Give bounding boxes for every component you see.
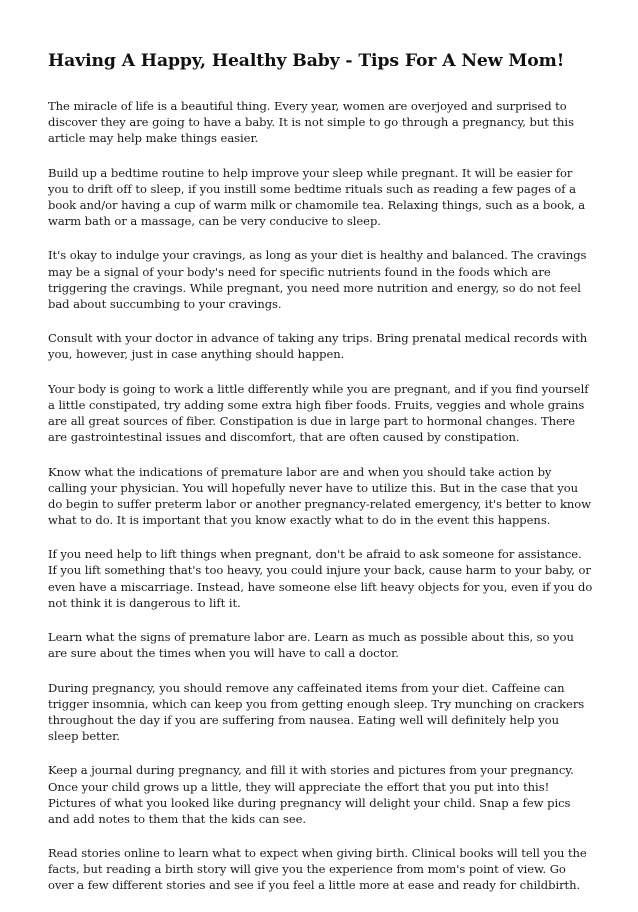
document-title: Having A Happy, Healthy Baby - Tips For A New Mom! — [48, 51, 565, 71]
paragraph-trips: Consult with your doctor in advance of taking any trips. Bring prenatal medical records with you, however, just in case anything should happen. — [48, 331, 588, 362]
paragraph-premature-labor-signs: Learn what the signs of premature labor are. Learn as much as possible about this, so you are sure about the times when you will have to call a doctor. — [48, 630, 574, 661]
document-page — [48, 50, 593, 912]
paragraph-journal: Keep a journal during pregnancy, and fill it with stories and pictures from your pregnancy. Once your child grows up a little, they will appreciate the effort that you put into this! Pictures of what you looked like during pregnancy will delight your child. Snap a few pics and add notes to them that the kids can see. — [48, 763, 574, 826]
paragraph-intro: The miracle of life is a beautiful thing. Every year, women are overjoyed and surprised to discover they are going to have a baby. It is not simple to go through a pregnancy, but this article may help make things easier. — [48, 99, 574, 146]
paragraph-cravings: It's okay to indulge your cravings, as long as your diet is healthy and balanced. The cravings may be a signal of your body's need for specific nutrients found in the foods which are triggering the cravings. While pregnant, you need more nutrition and energy, so do not feel bad about succumbing to your cravings. — [48, 248, 587, 311]
paragraph-bedtime-routine: Build up a bedtime routine to help improve your sleep while pregnant. It will be easier for you to drift off to sleep, if you instill some bedtime rituals such as reading a few pages of a book and/or having a cup of warm milk or chamomile tea. Relaxing things, such as a book, a warm bath or a massage, can be very conducive to sleep. — [48, 165, 586, 228]
paragraph-constipation: Your body is going to work a little differently while you are pregnant, and if you find yourself a little constipated, try adding some extra high fiber foods. Fruits, veggies and whole grains are all great sources of fiber. Constipation is due in large part to hormonal changes. There are gastrointestinal issues and discomfort, that are often caused by constipation. — [48, 381, 589, 445]
paragraph-lifting: If you need help to lift things when pregnant, don't be afraid to ask someone for assistance. If you lift something that's too heavy, you could injure your back, cause harm to your baby, or even have a miscarriage. Instead, have someone else lift heavy objects for you, even if you do not think it is dangerous to lift it. — [48, 547, 593, 610]
paragraph-birth-stories: Read stories online to learn what to expect when giving birth. Clinical books will tell you the facts, but reading a birth story will give you the experience from mom's point of view. Go over a few different stories and see if you feel a little more at ease and ready for childbirth. — [48, 846, 587, 893]
paragraph-premature-labor-indications: Know what the indications of premature labor are and when you should take action by calling your physician. You will hopefully never have to utilize this. But in the case that you do begin to suffer preterm labor or another pregnancy-related emergency, it's better to know what to do. It is important that you know exactly what to do in the event this happens. — [48, 464, 592, 527]
paragraph-caffeine: During pregnancy, you should remove any caffeinated items from your diet. Caffeine can trigger insomnia, which can keep you from getting enough sleep. Try munching on crackers throughout the day if you are suffering from nausea. Eating well will definitely help you sleep better. — [48, 680, 585, 743]
